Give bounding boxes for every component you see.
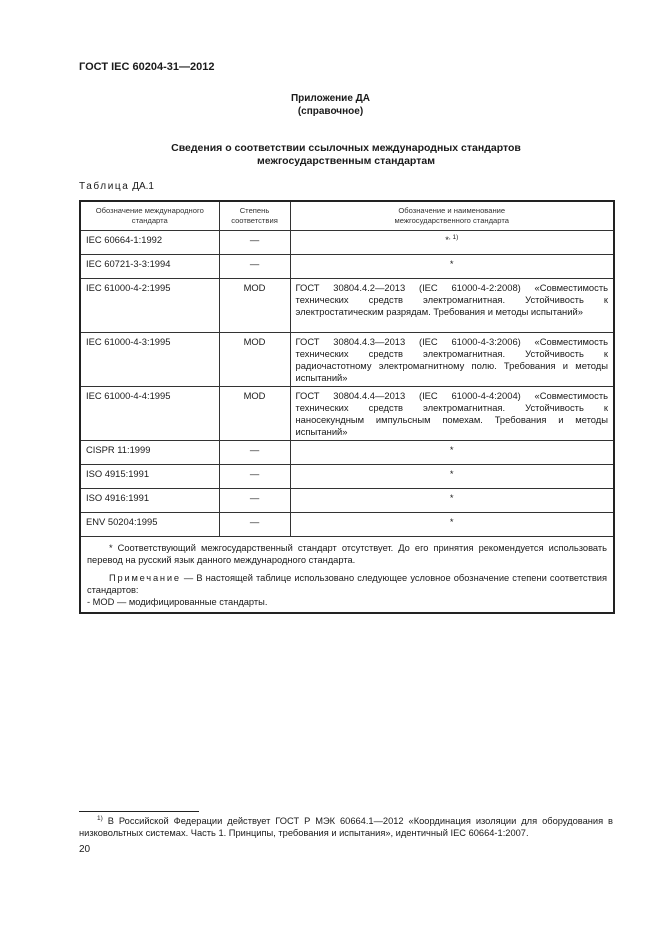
footnote-ref: , 1) xyxy=(448,234,459,241)
interstate-standard-cell: * xyxy=(290,255,614,279)
interstate-standard-cell: ГОСТ 30804.4.2—2013 (IEC 61000-4-2:2008) «Совместимость технических средств электромагнитная. Устойчивость к электростатическим разрядам. Требования и методы испытаний» xyxy=(290,279,614,333)
footnote-divider xyxy=(79,811,199,812)
table-row xyxy=(80,441,614,465)
standards-table xyxy=(79,200,615,614)
degree-cell: — xyxy=(219,465,290,489)
section-title-line-2: межгосударственным стандартам xyxy=(257,155,435,167)
document-header: ГОСТ IEC 60204-31—2012 xyxy=(79,61,215,73)
degree-cell: — xyxy=(219,231,290,255)
table-label-word: Таблица xyxy=(79,181,130,192)
section-title xyxy=(79,142,613,168)
interstate-standard-cell: * xyxy=(290,465,614,489)
degree-cell: MOD xyxy=(219,279,290,333)
degree-cell: MOD xyxy=(219,333,290,387)
header-international-standard: Обозначение международного стандарта xyxy=(80,201,219,231)
section-title-line-1: Сведения о соответствии ссылочных международных стандартов xyxy=(171,142,521,154)
interstate-standard-cell: * xyxy=(290,489,614,513)
international-standard-cell: IEC 60664-1:1992 xyxy=(80,231,219,255)
table-label xyxy=(79,181,154,192)
degree-cell: MOD xyxy=(219,387,290,441)
interstate-standard-cell: ГОСТ 30804.4.4—2013 (IEC 61000-4-4:2004) «Совместимость технических средств электромагнитная. Устойчивость к наносекундным импульсным помехам. Требования и методы испытаний» xyxy=(290,387,614,441)
international-standard-cell: ISO 4915:1991 xyxy=(80,465,219,489)
international-standard-cell: CISPR 11:1999 xyxy=(80,441,219,465)
table-label-number: ДА.1 xyxy=(132,181,154,192)
degree-cell: — xyxy=(219,255,290,279)
annex-subtitle: (справочное) xyxy=(297,106,364,117)
table-row xyxy=(80,255,614,279)
interstate-standard-cell: * xyxy=(290,441,614,465)
interstate-standard-cell xyxy=(290,231,614,255)
degree-cell: — xyxy=(219,441,290,465)
international-standard-cell: ENV 50204:1995 xyxy=(80,513,219,537)
table-row xyxy=(80,513,614,537)
page-footnote xyxy=(79,815,613,839)
table-notes xyxy=(80,537,614,614)
table-note xyxy=(87,572,607,596)
interstate-standard-cell: ГОСТ 30804.4.3—2013 (IEC 61000-4-3:2006) «Совместимость технических средств электромагнитная. Устойчивость к радиочастотному электромагнитному полю. Требования и методы испытаний» xyxy=(290,333,614,387)
international-standard-cell: IEC 61000-4-2:1995 xyxy=(80,279,219,333)
footnote-text: В Российской Федерации действует ГОСТ Р МЭК 60664.1—2012 «Координация изоляции для оборудования в низковольтных системах. Часть 1. Принципы, требования и испытания», идентичный IEC 60664-1:2007. xyxy=(79,816,613,838)
page-number: 20 xyxy=(79,844,91,855)
degree-cell: — xyxy=(219,513,290,537)
international-standard-cell: IEC 61000-4-3:1995 xyxy=(80,333,219,387)
table-row xyxy=(80,279,614,333)
annex-heading xyxy=(0,92,661,118)
table-star-footnote: * Соответствующий межгосударственный стандарт отсутствует. До его принятия рекомендуется использовать перевод на русский язык данного международного стандарта. xyxy=(87,543,607,565)
annex-title: Приложение ДА xyxy=(290,93,371,104)
note-label: Примечание xyxy=(109,573,181,583)
table-row xyxy=(80,333,614,387)
interstate-standard-cell: * xyxy=(290,513,614,537)
table-row xyxy=(80,231,614,255)
table-notes-row xyxy=(80,537,614,614)
note-item: - MOD — модифицированные стандарты. xyxy=(87,597,268,607)
header-interstate-standard: Обозначение и наименование межгосударственного стандарта xyxy=(290,201,614,231)
table-header-row xyxy=(80,201,614,231)
absent-mark: * xyxy=(445,234,449,245)
international-standard-cell: IEC 60721-3-3:1994 xyxy=(80,255,219,279)
header-degree: Степень соответствия xyxy=(219,201,290,231)
table-row xyxy=(80,387,614,441)
table-row xyxy=(80,489,614,513)
international-standard-cell: ISO 4916:1991 xyxy=(80,489,219,513)
table-row xyxy=(80,465,614,489)
international-standard-cell: IEC 61000-4-4:1995 xyxy=(80,387,219,441)
degree-cell: — xyxy=(219,489,290,513)
footnote-mark: 1) xyxy=(97,815,103,822)
note-text: — В настоящей таблице использовано следующее условное обозначение степени соответствия стандартов: xyxy=(87,573,607,595)
